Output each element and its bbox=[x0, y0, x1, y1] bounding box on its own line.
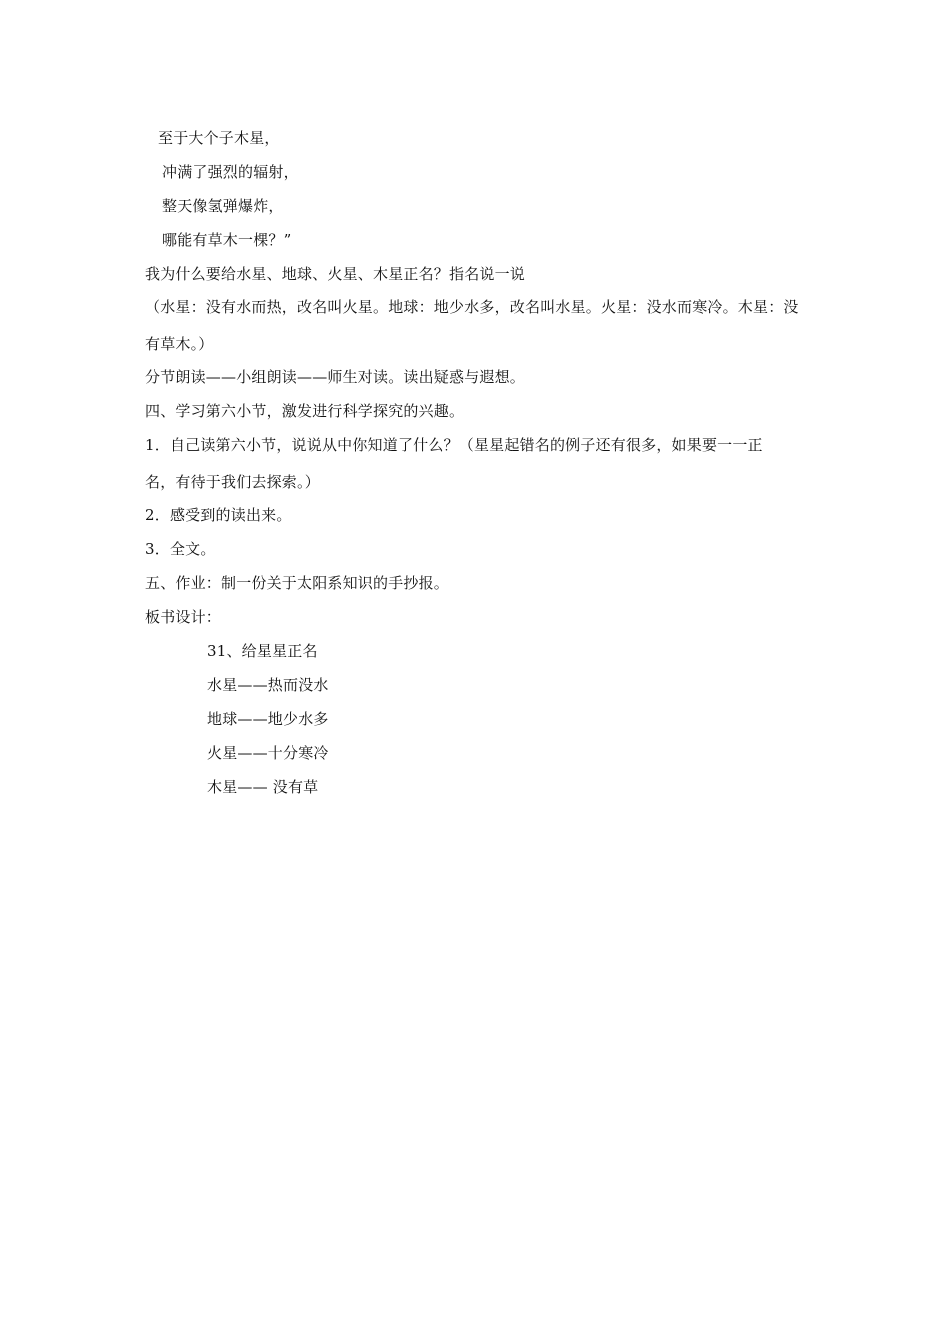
board-title: 31、给星星正名 bbox=[207, 642, 318, 660]
poem-line-4: 哪能有草木一棵？” bbox=[162, 231, 292, 249]
board-line-mercury: 水星——热而没水 bbox=[207, 676, 329, 694]
board-line-jupiter: 木星—— 没有草 bbox=[207, 778, 319, 796]
item-one-line-1: 1．自己读第六小节，说说从中你知道了什么？（星星起错名的例子还有很多，如果要一一正 bbox=[145, 436, 763, 454]
answer-paragraph-line-1: （水星：没有水而热，改名叫火星。地球：地少水多，改名叫水星。火星：没水而寒冷。木星：没 bbox=[145, 298, 799, 316]
section-five-homework: 五、作业：制一份关于太阳系知识的手抄报。 bbox=[145, 574, 450, 592]
board-line-mars: 火星——十分寒冷 bbox=[207, 744, 329, 762]
item-three: 3．全文。 bbox=[145, 540, 216, 558]
board-line-earth: 地球——地少水多 bbox=[207, 710, 329, 728]
poem-line-2: 冲满了强烈的辐射， bbox=[162, 163, 299, 181]
item-two: 2．感受到的读出来。 bbox=[145, 506, 292, 524]
item-one-line-2: 名，有待于我们去探索。） bbox=[145, 473, 320, 491]
board-design-heading: 板书设计： bbox=[145, 608, 222, 626]
reading-paragraph: 分节朗读——小组朗读——师生对读。读出疑惑与遐想。 bbox=[145, 368, 526, 386]
question-paragraph: 我为什么要给水星、地球、火星、木星正名？指名说一说 bbox=[145, 265, 526, 283]
poem-line-3: 整天像氢弹爆炸， bbox=[162, 197, 284, 215]
poem-line-1: 至于大个子木星， bbox=[158, 129, 280, 147]
answer-paragraph-line-2: 有草木。） bbox=[145, 335, 214, 353]
section-four-heading: 四、学习第六小节，激发进行科学探究的兴趣。 bbox=[145, 402, 465, 420]
